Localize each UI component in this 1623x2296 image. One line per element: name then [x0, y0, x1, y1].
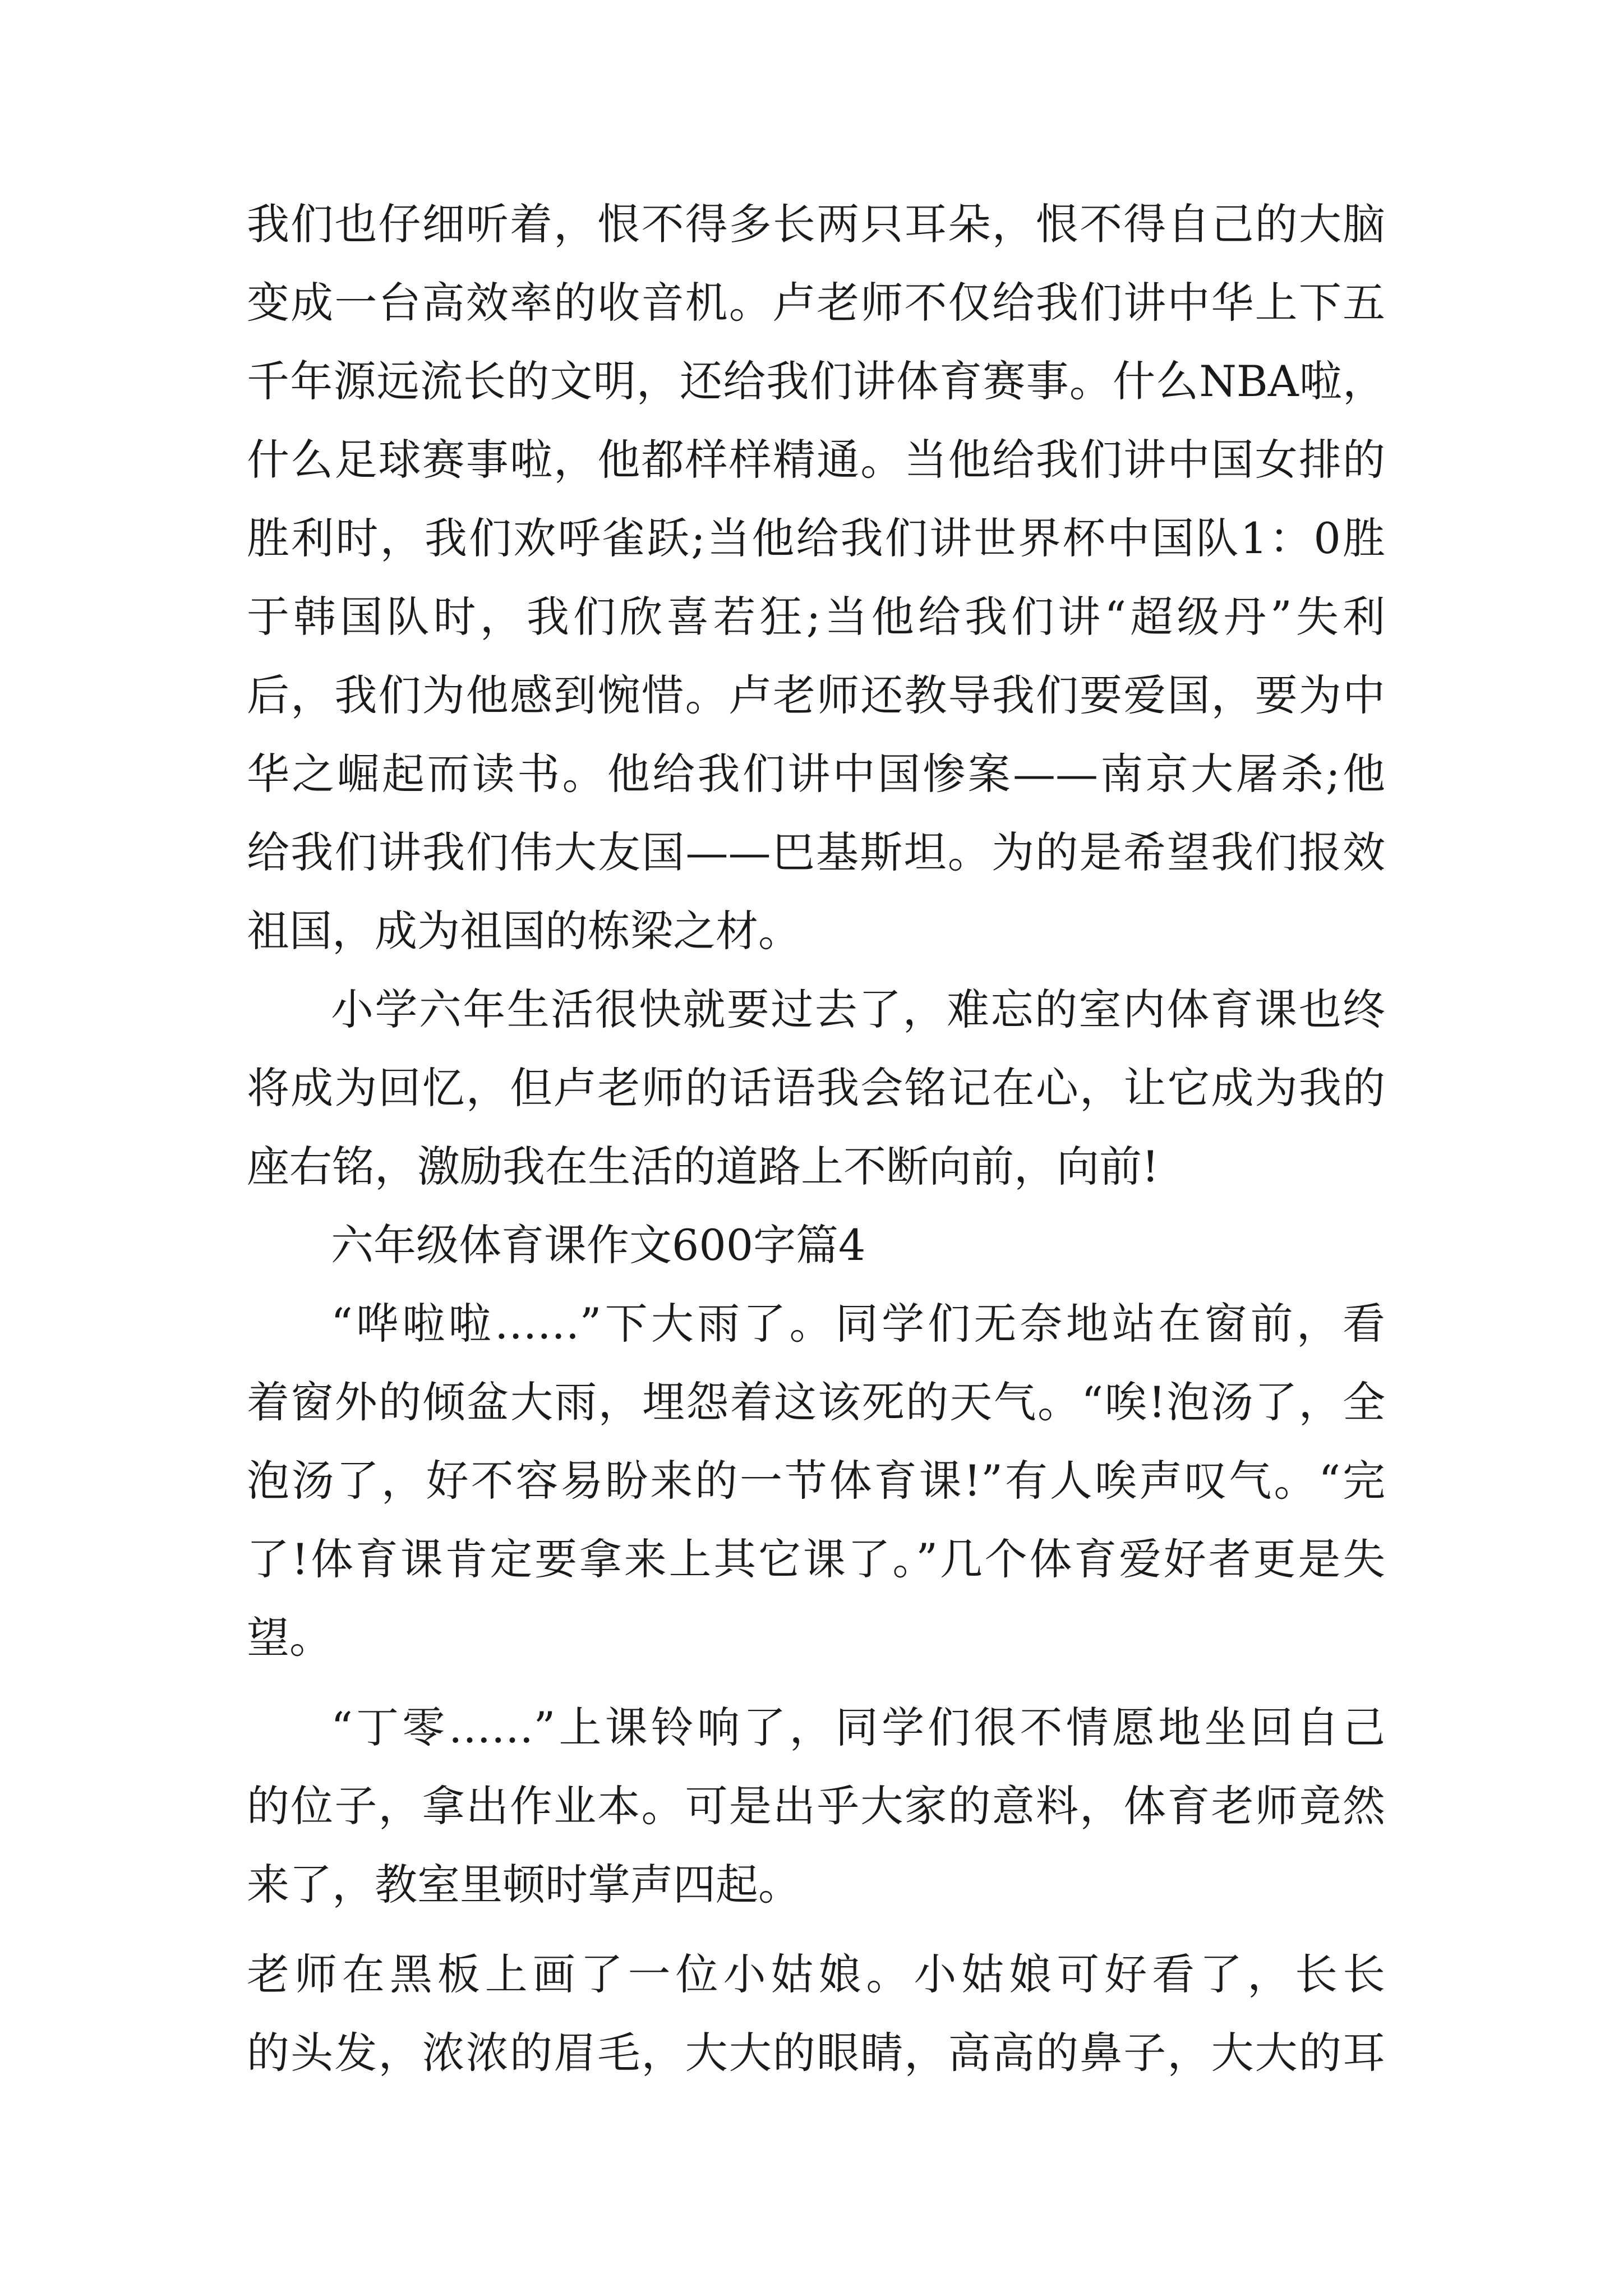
- text-line: 胜利时，我们欢呼雀跃;当他给我们讲世界杯中国队1：0胜: [247, 513, 1385, 563]
- text-line: 了!体育课肯定要拿来上其它课了。”几个体育爱好者更是失: [247, 1534, 1385, 1584]
- text-line: 华之崛起而读书。他给我们讲中国惨案——南京大屠杀;他: [247, 749, 1385, 799]
- paragraph: [247, 1688, 1385, 1924]
- text-line: 给我们讲我们伟大友国——巴基斯坦。为的是希望我们报效: [247, 827, 1385, 877]
- text-line: “丁零……”上课铃响了，同学们很不情愿地坐回自己: [331, 1703, 1385, 1752]
- text-line: 的头发，浓浓的眉毛，大大的眼睛，高高的鼻子，大大的耳: [247, 2028, 1385, 2078]
- text-line: 变成一台高效率的收音机。卢老师不仅给我们讲中华上下五: [247, 278, 1385, 328]
- text-line: “哗啦啦……”下大雨了。同学们无奈地站在窗前，看: [331, 1299, 1385, 1349]
- text-line: 于韩国队时，我们欣喜若狂;当他给我们讲“超级丹”失利: [247, 592, 1385, 642]
- text-line: 我们也仔细听着，恨不得多长两只耳朵，恨不得自己的大脑: [247, 199, 1385, 249]
- paragraph: [247, 1285, 1385, 1677]
- text-line: 小学六年生活很快就要过去了，难忘的室内体育课也终: [331, 984, 1385, 1034]
- text-line: 泡汤了，好不容易盼来的一节体育课!”有人唉声叹气。“完: [247, 1456, 1385, 1506]
- text-line: 着窗外的倾盆大雨，埋怨着这该死的天气。“唉!泡汤了，全: [247, 1377, 1385, 1427]
- text-line: 千年源远流长的文明，还给我们讲体育赛事。什么NBA啦，: [247, 356, 1385, 406]
- text-line: 的位子，拿出作业本。可是出乎大家的意料，体育老师竟然: [247, 1781, 1385, 1831]
- text-line: 什么足球赛事啦，他都样样精通。当他给我们讲中国女排的: [247, 435, 1385, 485]
- text-line: 座右铭，激励我在生活的道路上不断向前，向前!: [247, 1142, 1159, 1191]
- paragraph-gap: [247, 1924, 1385, 1935]
- paragraph: [247, 185, 1385, 970]
- text-line: 后，我们为他感到惋惜。卢老师还教导我们要爱国，要为中: [247, 670, 1385, 720]
- text-line: 将成为回忆，但卢老师的话语我会铭记在心，让它成为我的: [247, 1063, 1385, 1113]
- document-body: [247, 185, 1385, 2092]
- text-line: 望。: [247, 1613, 332, 1663]
- section-heading-text: 六年级体育课作文600字篇4: [331, 1220, 866, 1270]
- text-line: 来了，教室里顿时掌声四起。: [247, 1860, 801, 1910]
- section-heading: [247, 1206, 1385, 1285]
- text-line: 祖国，成为祖国的栋梁之材。: [247, 906, 801, 956]
- paragraph: [247, 970, 1385, 1206]
- paragraph: [247, 1935, 1385, 2092]
- paragraph-gap: [247, 1677, 1385, 1688]
- text-line: 老师在黑板上画了一位小姑娘。小姑娘可好看了，长长: [247, 1949, 1385, 1999]
